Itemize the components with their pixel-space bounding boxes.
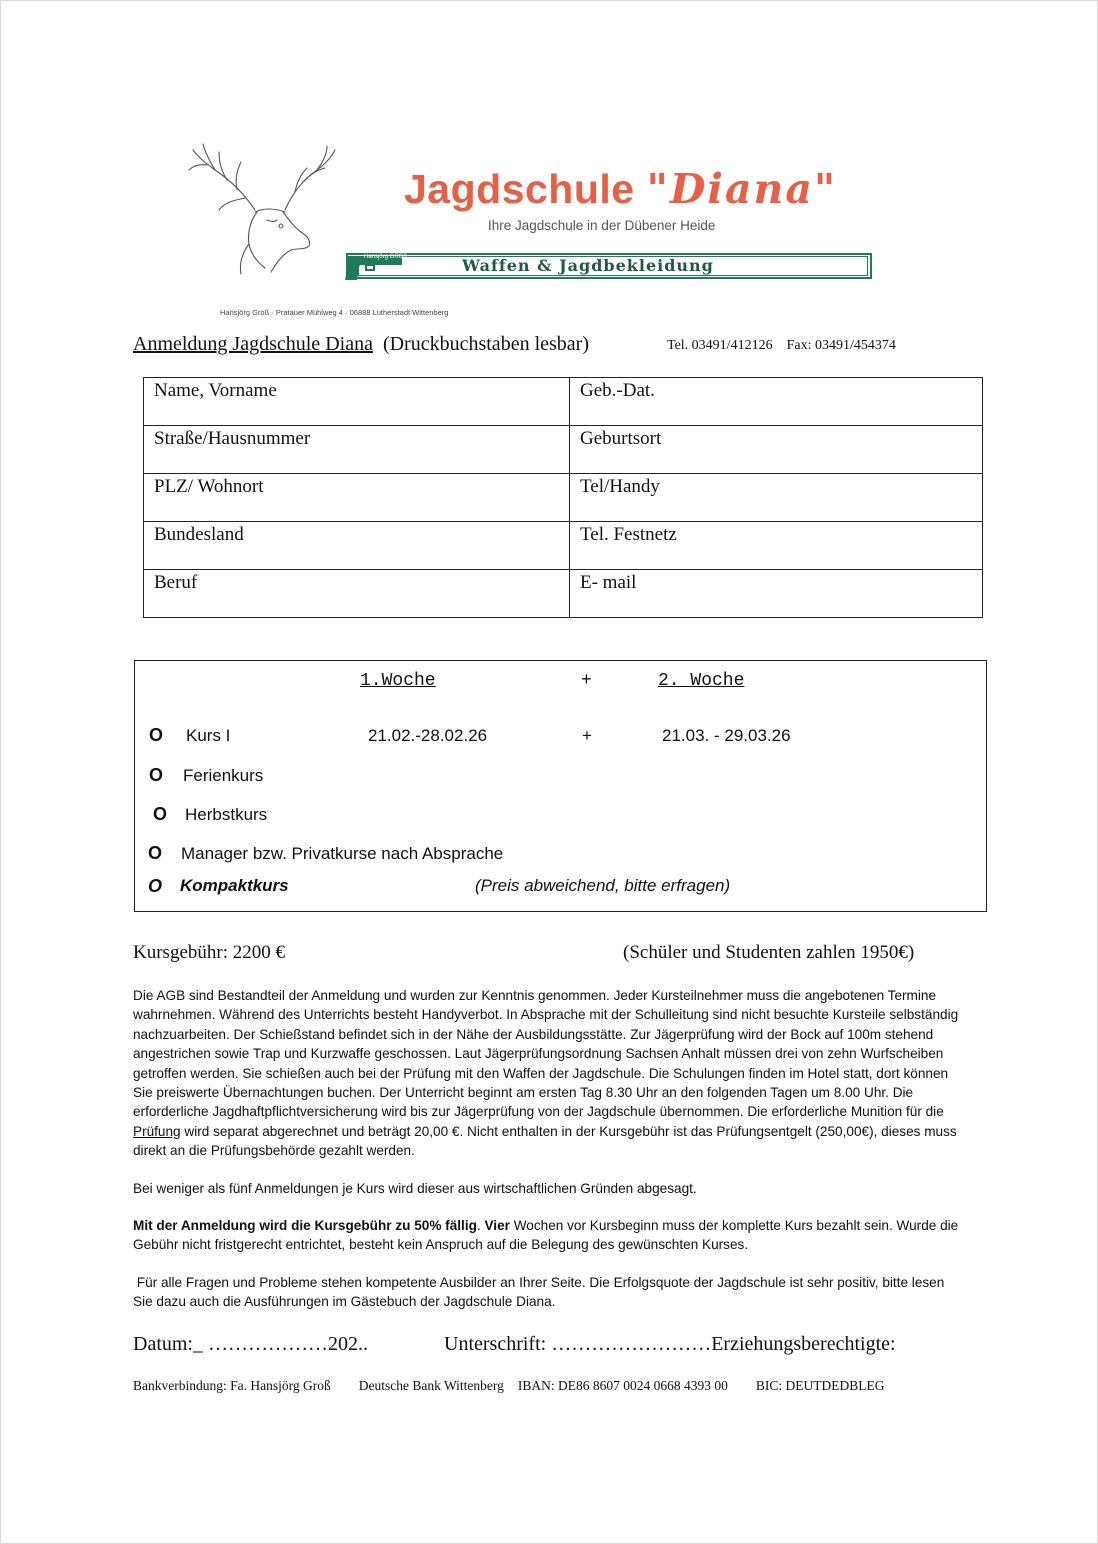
cancellation-paragraph: Bei weniger als fünf Anmeldungen je Kurs wird dieser aus wirtschaftlichen Gründen abgesagt.: [133, 1181, 697, 1196]
field-email[interactable]: E- mail: [570, 570, 983, 618]
kurs1-plus: +: [582, 726, 592, 745]
banner-small-label: Hansjörg GROß: [364, 254, 408, 260]
field-mobile[interactable]: Tel/Handy: [570, 474, 983, 522]
student-fee-note: (Schüler und Studenten zahlen 1950€): [623, 942, 915, 963]
week-plus: +: [581, 671, 592, 691]
course-fee: Kursgebühr: 2200 €: [133, 942, 285, 963]
table-row: [144, 522, 983, 570]
table-row: [144, 474, 983, 522]
logo-title-name: "Diana": [646, 165, 838, 213]
bank-name: Deutsche Bank Wittenberg: [358, 1378, 504, 1393]
herbstkurs-label: Herbstkurs: [185, 805, 268, 824]
bank-details: [133, 1378, 885, 1394]
pruefung-link[interactable]: Prüfung: [133, 1123, 181, 1139]
field-zip-city[interactable]: PLZ/ Wohnort: [144, 474, 570, 522]
signature-field[interactable]: Unterschrift: ……………………Erziehungsberechtigte:: [444, 1333, 896, 1355]
manager-checkbox[interactable]: O: [148, 843, 163, 863]
herbstkurs-checkbox[interactable]: O: [153, 804, 168, 824]
deer-head-icon: [185, 140, 345, 280]
field-profession[interactable]: Beruf: [144, 570, 570, 618]
payment-paragraph: [133, 1216, 963, 1255]
payment-mid: .: [476, 1218, 485, 1233]
table-row: [144, 426, 983, 474]
support-paragraph: Für alle Fragen und Probleme stehen kompetente Ausbilder an Ihrer Seite. Die Erfolgsquote der Jagdschule ist sehr positiv, bitte lesen Sie dazu auch die Ausführungen im Gästebuch der Jagdschule Diana.: [133, 1275, 949, 1310]
kompaktkurs-checkbox[interactable]: O: [148, 876, 163, 896]
personal-data-table: [143, 377, 983, 618]
date-field[interactable]: Datum:_ ………………202..: [133, 1333, 368, 1355]
banner-text: Waffen & Jagdbekleidung: [462, 256, 714, 275]
bank-bic: BIC: DEUTDEDBLEG: [755, 1378, 885, 1393]
fax-number: Fax: 03491/454374: [786, 338, 896, 353]
week1-header: 1.Woche: [360, 671, 436, 691]
field-birthdate[interactable]: Geb.-Dat.: [570, 378, 983, 426]
form-title-text: Anmeldung Jagdschule Diana: [133, 333, 373, 355]
field-name[interactable]: Name, Vorname: [144, 378, 570, 426]
payment-bold-2: Vier: [484, 1218, 510, 1233]
logo-subtitle: Ihre Jagdschule in der Dübener Heide: [488, 218, 716, 233]
phone-number: Tel. 03491/412126: [667, 338, 773, 353]
ferienkurs-label: Ferienkurs: [183, 766, 264, 785]
payment-bold-1: Mit der Anmeldung wird die Kursgebühr zu 50% fällig: [133, 1218, 477, 1233]
kurs1-label: Kurs I: [186, 726, 231, 745]
field-birthplace[interactable]: Geburtsort: [570, 426, 983, 474]
form-title: [133, 333, 589, 356]
kompaktkurs-note: (Preis abweichend, bitte erfragen): [475, 876, 731, 895]
kurs1-checkbox[interactable]: O: [149, 725, 164, 745]
logo-title: [404, 165, 837, 213]
kurs1-week2-dates: 21.03. - 29.03.26: [662, 726, 791, 745]
field-landline[interactable]: Tel. Festnetz: [570, 522, 983, 570]
table-row: [144, 570, 983, 618]
terms-paragraph: [133, 986, 963, 1161]
contact-info: [667, 338, 896, 354]
week2-header: 2. Woche: [658, 671, 745, 691]
form-title-note: (Druckbuchstaben lesbar): [382, 333, 589, 355]
ferienkurs-checkbox[interactable]: O: [149, 765, 164, 785]
course-selection-box: [134, 660, 987, 912]
field-street[interactable]: Straße/Hausnummer: [144, 426, 570, 474]
field-state[interactable]: Bundesland: [144, 522, 570, 570]
kurs1-week1-dates: 21.02.-28.02.26: [368, 726, 488, 745]
company-address: Hansjörg Groß · Pratauer Mühlweg 4 · 06888 Lutherstadt Wittenberg: [220, 308, 449, 317]
terms-text-1: Die AGB sind Bestandteil der Anmeldung und wurden zur Kenntnis genommen. Jeder Kursteilnehmer muss die angebotenen Termine wahrnehmen. Während des Unterrichts besteht Handyverbot. In Absprache mit der Schulleitung sind nicht besuchte Kursteile selbständig nachzuarbeiten. Der Schießstand befindet sich in der Nähe der Ausbildungsstätte. Zur Jägerprüfung wird der Bock auf 100m stehend angestrichen sowie Trap und Kurzwaffe geschossen. Laut Jägerprüfungsordnung Sachsen Anhalt müssen drei von zehn Wurfscheiben getroffen werden. Sie schießen auch bei der Prüfung mit den Waffen der Jagdschule. Die Schulungen finden im Hotel statt, dort können Sie preiswerte Übernachtungen buchen. Der Unterricht beginnt am ersten Tag 8.30 Uhr an den folgenden Tagen um 8.00 Uhr. Die erforderliche Jagdhaftpflichtversicherung wird bis zur Jägerprüfung von der Jagdschule übernommen. Die erforderliche Munition für die: [133, 988, 959, 1120]
manager-label: Manager bzw. Privatkurse nach Absprache: [181, 844, 504, 863]
terms-text-2: wird separat abgerechnet und beträgt 20,00 €. Nicht enthalten in der Kursgebühr ist das Prüfungsentgelt (250,00€), dieses muss direkt an die Prüfungsbehörde gezahlt werden.: [133, 1123, 957, 1159]
kompaktkurs-label: Kompaktkurs: [180, 876, 289, 895]
bank-account-holder: Bankverbindung: Fa. Hansjörg Groß: [133, 1378, 331, 1393]
bank-iban: IBAN: DE86 8607 0024 0668 4393 00: [517, 1378, 728, 1393]
payment-rest: Wochen vor Kursbeginn muss der komplette Kurs bezahlt sein. Wurde die Gebühr nicht fristgerecht entrichtet, besteht kein Anspruch auf die Belegung des gewünschten Kurses.: [133, 1218, 959, 1253]
table-row: [144, 378, 983, 426]
logo-title-text: Jagdschule: [404, 166, 647, 212]
